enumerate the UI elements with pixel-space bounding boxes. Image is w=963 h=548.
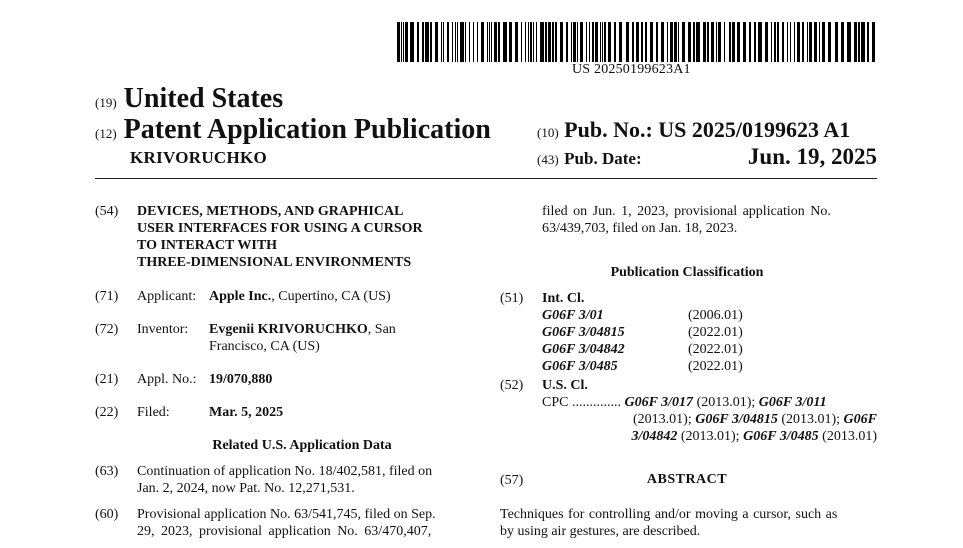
continuation-line-1: Continuation of application No. 18/402,581, filed on xyxy=(137,464,433,479)
inid-code-43: (43) xyxy=(537,152,559,167)
cpc-class: G06F 3/011 xyxy=(758,395,827,410)
int-cl-version: (2006.01) xyxy=(688,308,743,323)
provisional-continued-line-1: filed on Jun. 1, 2023, provisional application No. xyxy=(542,204,831,219)
related-heading: Related U.S. Application Data xyxy=(212,438,392,453)
cpc-line-1 xyxy=(542,394,876,411)
cpc-version: (2013.01) xyxy=(818,429,877,444)
int-cl-entry xyxy=(542,341,762,358)
inid-code-52: (52) xyxy=(500,378,524,393)
cpc-version: (2013.01); xyxy=(633,412,696,427)
us-cl-label: U.S. Cl. xyxy=(542,378,588,393)
cpc-line-2 xyxy=(583,411,877,428)
cpc-line-3 xyxy=(583,428,877,445)
inid-code-60: (60) xyxy=(95,507,119,522)
abstract-line-2: by using air gestures, are described. xyxy=(500,524,701,539)
pub-class-heading: Publication Classification xyxy=(610,265,764,280)
appl-no-label: Appl. No.: xyxy=(137,372,197,387)
inid-code-21: (21) xyxy=(95,372,119,387)
applicant xyxy=(209,288,391,305)
title-line: TO INTERACT WITH xyxy=(137,238,278,253)
int-cl-entry xyxy=(542,307,762,324)
inid-code-63: (63) xyxy=(95,464,119,479)
cpc-class: G06F 3/04815 xyxy=(695,412,778,427)
int-cl-label: Int. Cl. xyxy=(542,291,585,306)
title-line: USER INTERFACES FOR USING A CURSOR xyxy=(137,221,423,236)
title-line: THREE-DIMENSIONAL ENVIRONMENTS xyxy=(137,255,412,270)
abstract-text xyxy=(500,506,877,540)
provisional-continued xyxy=(542,203,877,237)
inid-code-57: (57) xyxy=(500,473,524,488)
pub-date: Jun. 19, 2025 xyxy=(747,144,877,169)
inventor-location-2: Francisco, CA (US) xyxy=(209,339,320,354)
continuation-line-2: Jan. 2, 2024, now Pat. No. 12,271,531. xyxy=(137,481,355,496)
inventor-short: KRIVORUCHKO xyxy=(130,148,268,167)
int-cl-list xyxy=(542,307,762,375)
int-cl-class: G06F 3/0485 xyxy=(542,359,618,374)
inid-code-72: (72) xyxy=(95,322,119,337)
country-header xyxy=(95,83,283,115)
int-cl-version: (2022.01) xyxy=(688,325,743,340)
pub-date-label: Pub. Date: xyxy=(564,149,642,168)
cpc-version: (2013.01); xyxy=(677,429,744,444)
inid-code-12: (12) xyxy=(95,126,117,141)
cpc-class: G06F xyxy=(843,412,877,427)
inventor-name: Evgenii KRIVORUCHKO xyxy=(209,322,368,337)
inventor xyxy=(209,321,396,355)
int-cl-class: G06F 3/04842 xyxy=(542,342,625,357)
inid-code-54: (54) xyxy=(95,204,119,219)
barcode-image xyxy=(397,22,877,62)
provisional-line-2: 29, 2023, provisional application No. 63/470,407, xyxy=(137,524,432,539)
inventor-location-1: , San xyxy=(367,322,396,337)
provisional-continued-line-2: 63/439,703, filed on Jan. 18, 2023. xyxy=(542,221,738,236)
cpc-prefix: CPC .............. xyxy=(542,395,621,410)
int-cl-class: G06F 3/01 xyxy=(542,308,604,323)
applicant-name: Apple Inc. xyxy=(209,289,272,304)
cpc-version: (2013.01); xyxy=(777,412,844,427)
abstract-heading: ABSTRACT xyxy=(646,472,728,487)
title-line: DEVICES, METHODS, AND GRAPHICAL xyxy=(137,204,404,219)
pub-date-block xyxy=(537,144,877,170)
inid-code-19: (19) xyxy=(95,95,117,110)
inid-code-10: (10) xyxy=(537,125,559,140)
country-name: United States xyxy=(123,83,284,114)
pub-number-block xyxy=(537,117,850,143)
provisional-text xyxy=(137,506,471,540)
inid-code-51: (51) xyxy=(500,291,524,306)
int-cl-version: (2022.01) xyxy=(688,342,743,357)
pub-no: US 2025/0199623 A1 xyxy=(658,117,851,142)
inid-code-71: (71) xyxy=(95,289,119,304)
cpc-class: G06F 3/017 xyxy=(624,395,694,410)
filed-date: Mar. 5, 2025 xyxy=(209,405,284,420)
provisional-line-1: Provisional application No. 63/541,745, filed on Sep. xyxy=(137,507,436,522)
barcode-number: US 20250199623A1 xyxy=(572,62,691,77)
int-cl-entry xyxy=(542,358,762,375)
doc-type-header xyxy=(95,114,491,146)
header-divider xyxy=(95,178,877,179)
cpc-version: (2013.01); xyxy=(693,395,759,410)
int-cl-entry xyxy=(542,324,762,341)
int-cl-class: G06F 3/04815 xyxy=(542,325,625,340)
cpc-class: G06F 3/0485 xyxy=(743,429,819,444)
appl-no: 19/070,880 xyxy=(209,372,273,387)
applicant-label: Applicant: xyxy=(137,289,197,304)
inid-code-22: (22) xyxy=(95,405,119,420)
applicant-location: , Cupertino, CA (US) xyxy=(271,289,391,304)
cpc-class: 3/04842 xyxy=(631,429,678,444)
int-cl-version: (2022.01) xyxy=(688,359,743,374)
pub-no-label: Pub. No.: xyxy=(564,117,653,142)
doc-type: Patent Application Publication xyxy=(123,114,491,145)
inventor-label: Inventor: xyxy=(137,322,189,337)
abstract-line-1: Techniques for controlling and/or moving a cursor, such as xyxy=(500,507,838,522)
continuation-text xyxy=(137,463,471,497)
invention-title xyxy=(137,203,423,271)
filed-label: Filed: xyxy=(137,405,170,420)
